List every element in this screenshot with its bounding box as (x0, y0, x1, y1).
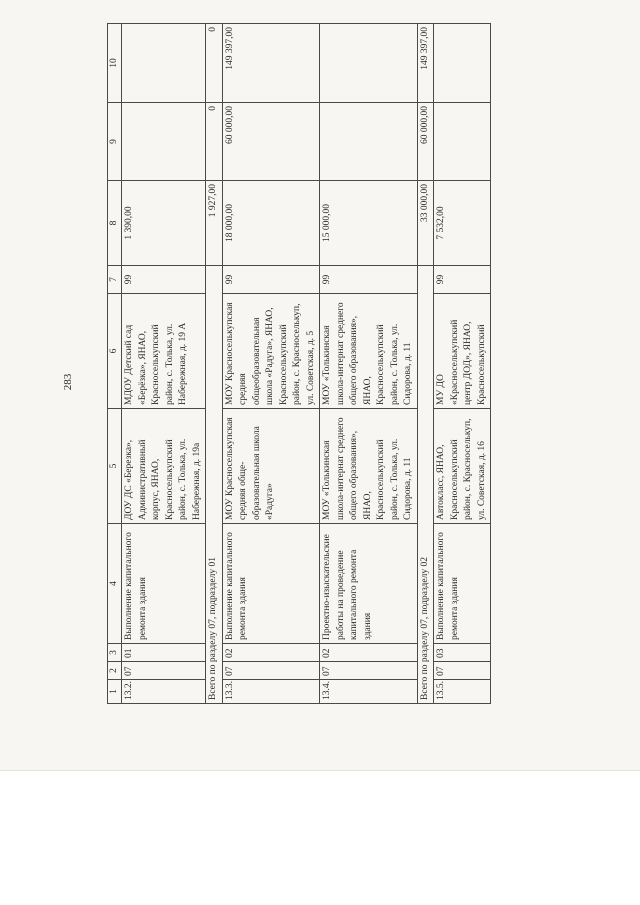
subtotal-value: 1 927,00 (206, 181, 222, 266)
subtotal-value: 149 397,00 (417, 24, 433, 103)
table-cell: ДОУ ДС «Березка», Административный корпус, ЯНАО, Красноселькупский район, с. Толька, ул. Набережная, д. 19а (122, 409, 206, 524)
table-cell: МОУ «Толькинская школа-интернат среднего общего образования», ЯНАО, Красноселькупский район, с. Толька, ул. Сидорова, д. 11 (320, 409, 417, 524)
header-cell: 7 (108, 266, 122, 294)
table-cell: МДОУ Детский сад «Берёзка», ЯНАО, Красноселькупский район, с. Толька, ул. Набережная, д. 19 А (122, 294, 206, 409)
table-cell: 15 000,00 (320, 181, 417, 266)
subtotal-value: 33 000,00 (417, 181, 433, 266)
page-number: 283 (62, 373, 74, 391)
subtotal-label: Всего по разделу 07, подразделу 01 (206, 266, 222, 704)
subtotal-value: 0 (206, 24, 222, 103)
scan-edge (0, 770, 640, 771)
table-cell (320, 103, 417, 181)
header-cell: 2 (108, 662, 122, 680)
table-cell: Выполнение капитального ремонта здания (222, 524, 319, 644)
table-cell: 13.3. (222, 680, 319, 704)
header-cell: 9 (108, 103, 122, 181)
table-cell: МОУ Красноселькупская средняя обще-образовательная школа «Радуга» (222, 409, 319, 524)
table-cell: 99 (122, 266, 206, 294)
table-cell (320, 24, 417, 103)
table-cell: 99 (434, 266, 491, 294)
subtotal-label: Всего по разделу 07, подразделу 02 (417, 266, 433, 704)
table-row (122, 24, 206, 704)
header-cell: 1 (108, 680, 122, 704)
table-row (434, 24, 491, 704)
table-cell: 07 (434, 662, 491, 680)
table-cell: 02 (222, 644, 319, 662)
header-cell: 5 (108, 409, 122, 524)
header-row (108, 24, 122, 704)
table-cell: Автокласс, ЯНАО, Красноселькупский район, с. Красноселькуп, ул. Советская, д. 16 (434, 409, 491, 524)
table-cell: 99 (222, 266, 319, 294)
rotated-table-container (107, 24, 637, 704)
header-cell: 3 (108, 644, 122, 662)
table-row (320, 24, 417, 704)
table-cell: 02 (320, 644, 417, 662)
table-cell: МОУ Красноселькупская средняя общеобразовательная школа «Радуга», ЯНАО, Красноселькупский район, с. Красноселькуп, ул. Советская, д. 5 (222, 294, 319, 409)
table-cell: 18 000,00 (222, 181, 319, 266)
table-cell: МОУ «Толькинская школа-интернат среднего общего образования», ЯНАО, Красноселькупский район, с. Толька, ул. Сидорова, д. 11 (320, 294, 417, 409)
header-cell: 8 (108, 181, 122, 266)
table-cell (434, 24, 491, 103)
subtotal-value: 0 (206, 103, 222, 181)
table-cell: Выполнение капитального ремонта здания (122, 524, 206, 644)
subtotal-value: 60 000,00 (417, 103, 433, 181)
table-cell: 149 397,00 (222, 24, 319, 103)
capital-repair-table (107, 23, 491, 704)
table-cell: 13.5. (434, 680, 491, 704)
table-cell: 60 000,00 (222, 103, 319, 181)
table-cell: Выполнение капитального ремонта здания (434, 524, 491, 644)
table-cell: 13.4. (320, 680, 417, 704)
header-cell: 6 (108, 294, 122, 409)
table-cell: Проектно-изыскательские работы на проведение капитального ремонта здания (320, 524, 417, 644)
table-cell: 99 (320, 266, 417, 294)
table-cell: 07 (222, 662, 319, 680)
table-cell: 03 (434, 644, 491, 662)
subtotal-row (417, 24, 433, 704)
header-cell: 4 (108, 524, 122, 644)
table-cell: 07 (320, 662, 417, 680)
table-cell (434, 103, 491, 181)
table-cell: 01 (122, 644, 206, 662)
table-cell: 07 (122, 662, 206, 680)
table-cell (122, 24, 206, 103)
table-cell: 13.2. (122, 680, 206, 704)
table-cell: 1 390,00 (122, 181, 206, 266)
table-cell: МУ ДО «Красноселькупский центр ДОД», ЯНАО, Красноселькупский (434, 294, 491, 409)
table-cell (122, 103, 206, 181)
header-cell: 10 (108, 24, 122, 103)
table-cell: 7 532,00 (434, 181, 491, 266)
subtotal-row (206, 24, 222, 704)
table-row (222, 24, 319, 704)
